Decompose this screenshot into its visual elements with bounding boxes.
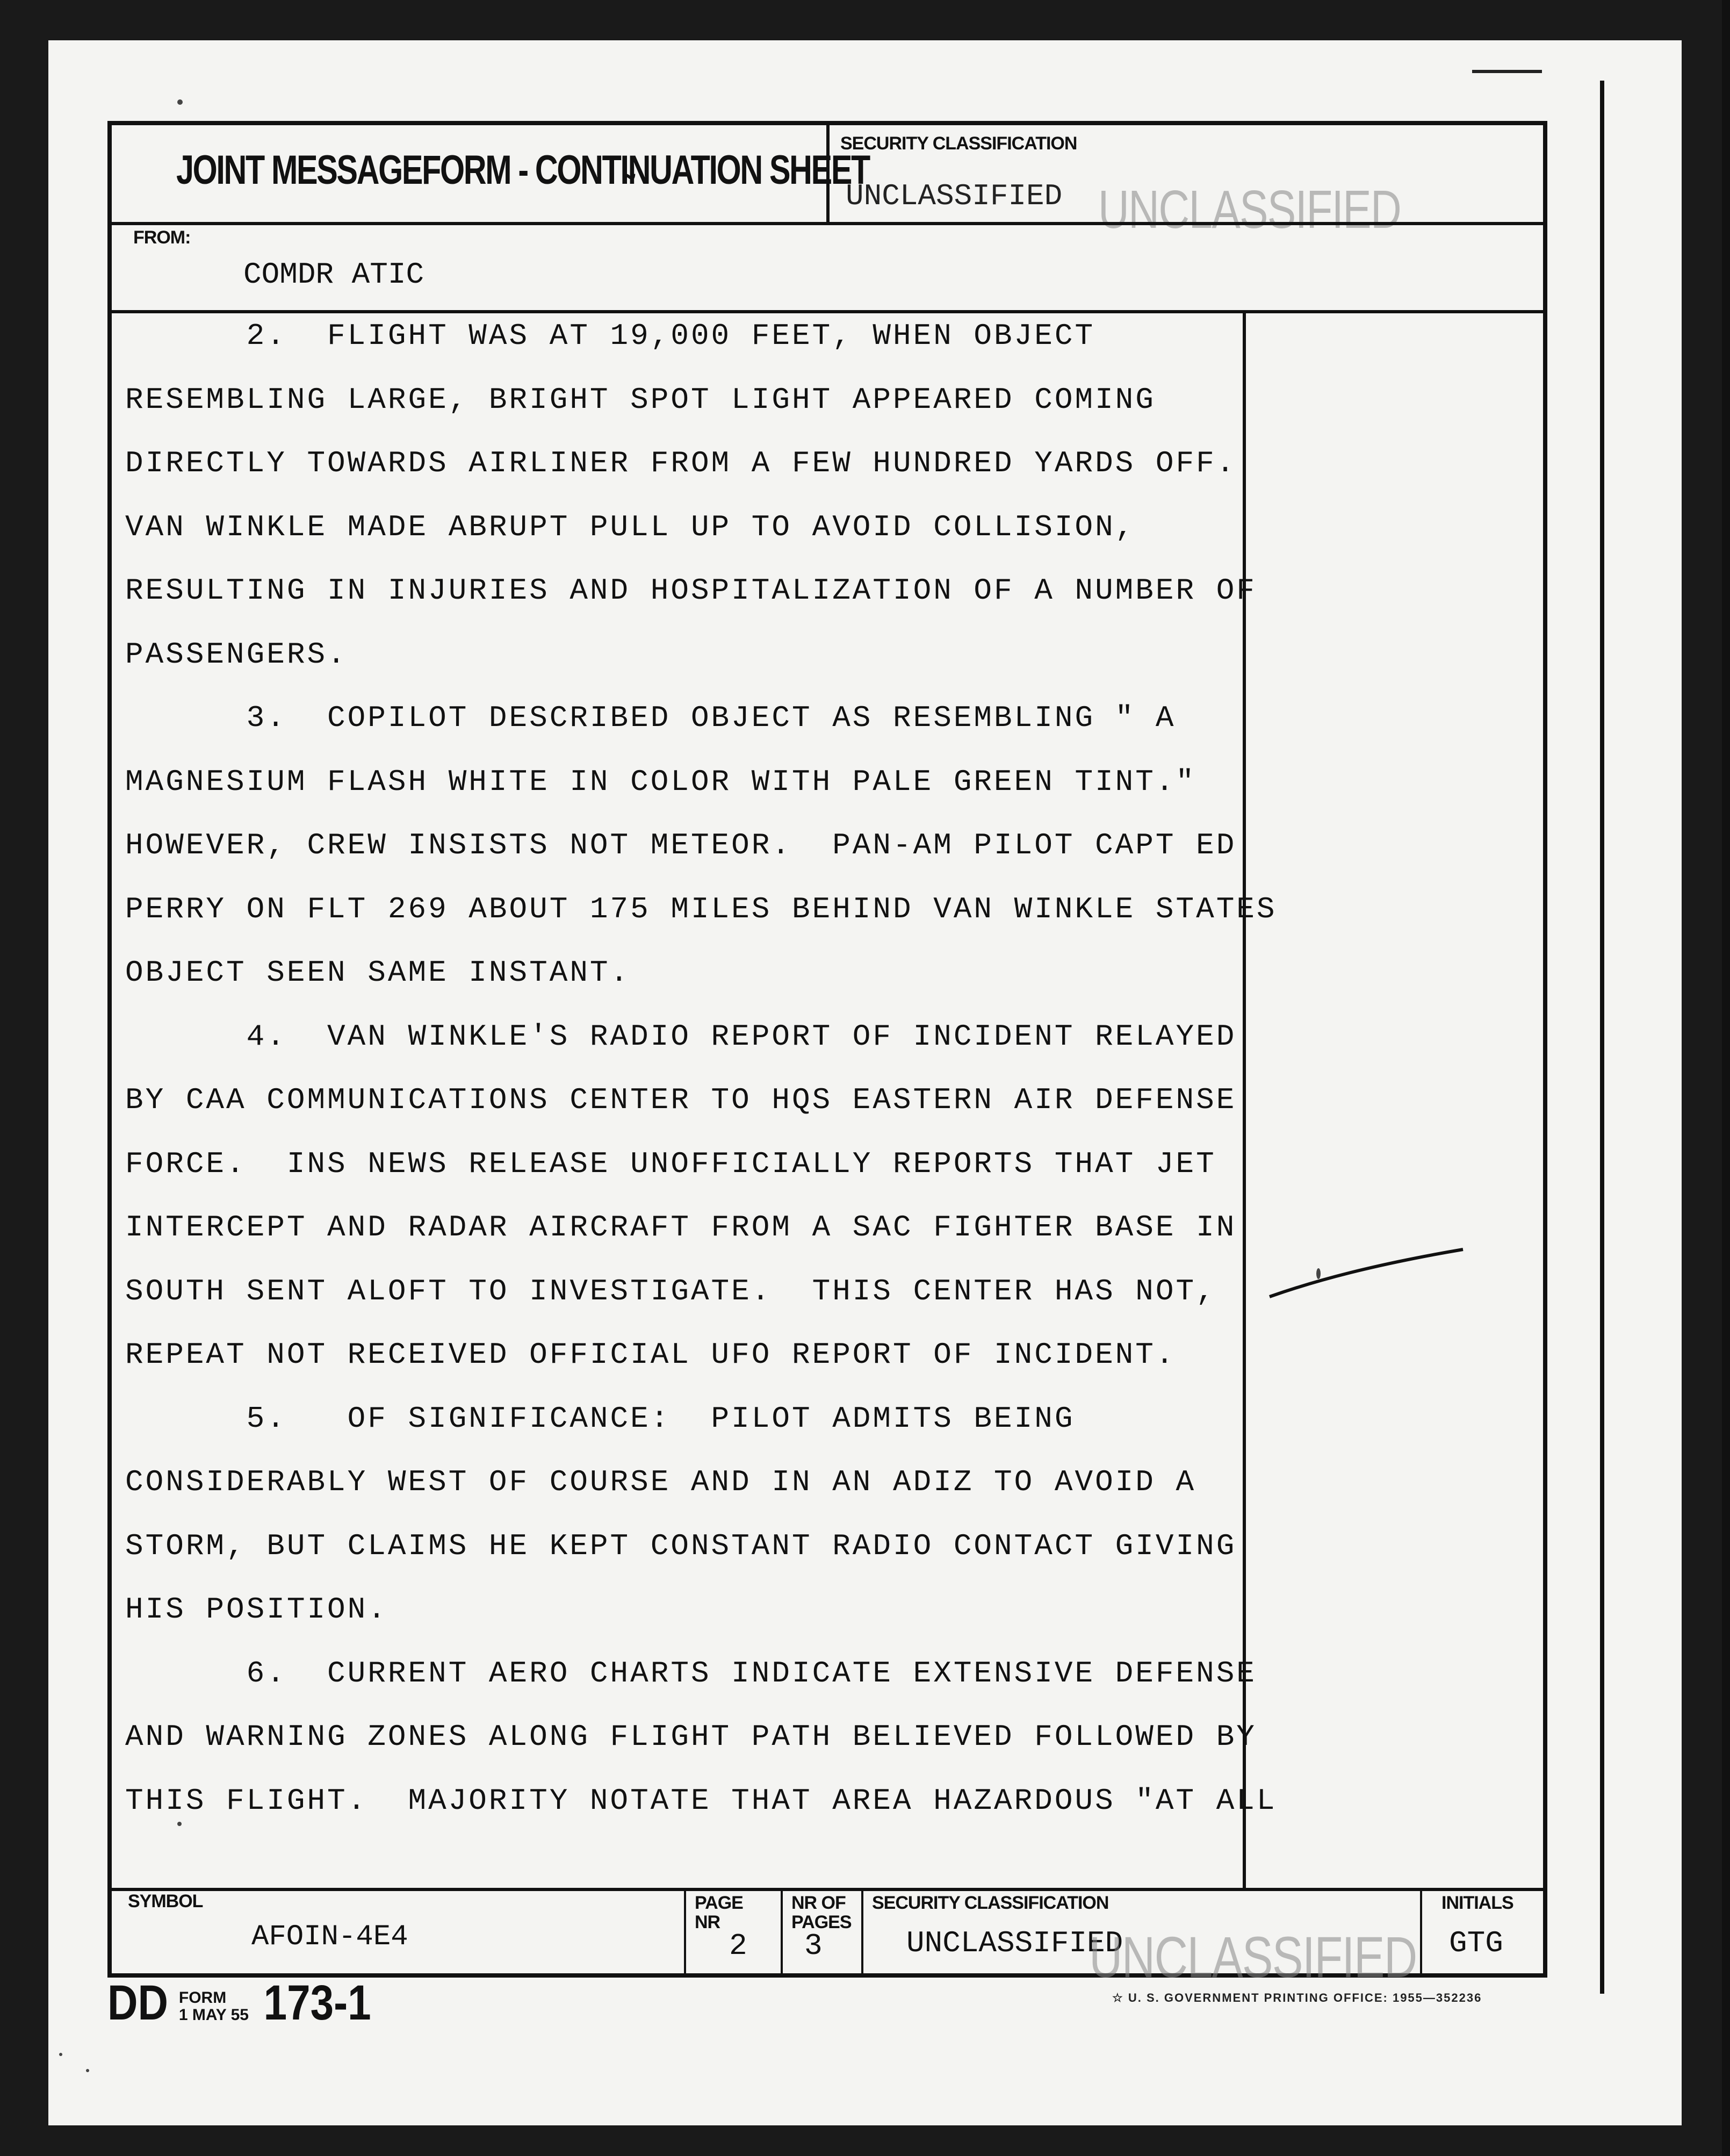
security-classification-cell [826, 125, 1547, 240]
message-line: VAN WINKLE MADE ABRUPT PULL UP TO AVOID COLLISION, [125, 509, 1136, 544]
page-number-value: 2 [729, 1929, 747, 1963]
symbol-label: SYMBOL [128, 1891, 203, 1911]
message-line: REPEAT NOT RECEIVED OFFICIAL UFO REPORT OF INCIDENT. [125, 1338, 1176, 1372]
initials-value: GTG [1449, 1926, 1503, 1960]
total-pages-value: 3 [804, 1929, 823, 1963]
form-number: 173-1 [263, 1975, 371, 2030]
initials-label: INITIALS [1441, 1893, 1513, 1913]
message-line: 3. COPILOT DESCRIBED OBJECT AS RESEMBLING " A [125, 701, 1176, 735]
message-line: INTERCEPT AND RADAR AIRCRAFT FROM A SAC FIGHTER BASE IN [125, 1210, 1237, 1245]
message-line: BY CAA COMMUNICATIONS CENTER TO HQS EASTERN AIR DEFENSE [125, 1083, 1237, 1117]
symbol-value: AFOIN-4E4 [251, 1921, 408, 1953]
messageform [107, 121, 1547, 1989]
scan-border [1722, 0, 1730, 2156]
security-classification-value: UNCLASSIFIED [846, 179, 1063, 213]
initials-cell [1420, 1891, 1551, 1977]
page-number-label: PAGE NR [695, 1893, 743, 1932]
message-line: 6. CURRENT AERO CHARTS INDICATE EXTENSIVE DEFENSE [125, 1656, 1257, 1691]
message-line: HOWEVER, CREW INSISTS NOT METEOR. PAN-AM PILOT CAPT ED [125, 828, 1237, 863]
message-line: PASSENGERS. [125, 637, 348, 672]
pen-stroke-mark [1267, 1243, 1466, 1307]
message-line: PERRY ON FLT 269 ABOUT 175 MILES BEHIND VAN WINKLE STATES [125, 892, 1277, 926]
message-line: RESULTING IN INJURIES AND HOSPITALIZATION OF A NUMBER OF [125, 573, 1257, 608]
footer-row [112, 1888, 1543, 1989]
message-line: THIS FLIGHT. MAJORITY NOTATE THAT AREA HAZARDOUS "AT ALL [125, 1783, 1277, 1818]
footer-unclassified-stamp: UNCLASSIFIED [1089, 1924, 1417, 1989]
message-line: MAGNESIUM FLASH WHITE IN COLOR WITH PALE GREEN TINT." [125, 764, 1196, 799]
message-line: STORM, BUT CLAIMS HE KEPT CONSTANT RADIO CONTACT GIVING [125, 1528, 1237, 1563]
from-value: COMDR ATIC [243, 257, 424, 292]
message-line: CONSIDERABLY WEST OF COURSE AND IN AN ADIZ TO AVOID A [125, 1465, 1196, 1499]
message-body [112, 313, 1543, 1888]
form-date: FORM 1 MAY 55 [178, 1989, 249, 2024]
total-pages-cell [781, 1891, 863, 1977]
scan-mark [1472, 70, 1542, 73]
from-label: FROM: [133, 227, 191, 248]
message-line: 4. VAN WINKLE'S RADIO REPORT OF INCIDENT RELAYED [125, 1019, 1237, 1054]
message-line: AND WARNING ZONES ALONG FLIGHT PATH BELIEVED FOLLOWED BY [125, 1720, 1257, 1754]
message-line: HIS POSITION. [125, 1592, 388, 1627]
form-title: JOINT MESSAGEFORM - CONTI̴NUATION SHEET [176, 147, 869, 193]
footer-security-value: UNCLASSIFIED [906, 1926, 1123, 1960]
message-line: OBJECT SEEN SAME INSTANT. [125, 955, 631, 990]
unclassified-stamp: UNCLASSIFIED [1098, 179, 1401, 240]
gpo-imprint: ☆ U. S. GOVERNMENT PRINTING OFFICE: 1955—352236 [1112, 1991, 1482, 2004]
message-line: FORCE. INS NEWS RELEASE UNOFFICIALLY REPORTS THAT JET [125, 1146, 1216, 1181]
security-classification-label: SECURITY CLASSIFICATION [840, 133, 1077, 154]
total-pages-label: NR OF PAGES [791, 1893, 852, 1932]
form-identifier [102, 1975, 380, 2031]
footer-security-label: SECURITY CLASSIFICATION [872, 1893, 1109, 1913]
page-number-cell [684, 1891, 783, 1977]
message-line: SOUTH SENT ALOFT TO INVESTIGATE. THIS CENTER HAS NOT, [125, 1274, 1216, 1309]
scan-rule [1600, 81, 1604, 1994]
from-row [112, 222, 1543, 313]
message-line: DIRECTLY TOWARDS AIRLINER FROM A FEW HUNDRED YARDS OFF. [125, 446, 1237, 480]
message-line: 2. FLIGHT WAS AT 19,000 FEET, WHEN OBJECT [125, 319, 1095, 353]
message-line: RESEMBLING LARGE, BRIGHT SPOT LIGHT APPEARED COMING [125, 382, 1156, 417]
footer-security-cell [861, 1891, 1422, 1989]
message-line: 5. OF SIGNIFICANCE: PILOT ADMITS BEING [125, 1401, 1075, 1436]
margin-divider [1243, 313, 1246, 1888]
dd-mark: DD [107, 1975, 168, 2030]
